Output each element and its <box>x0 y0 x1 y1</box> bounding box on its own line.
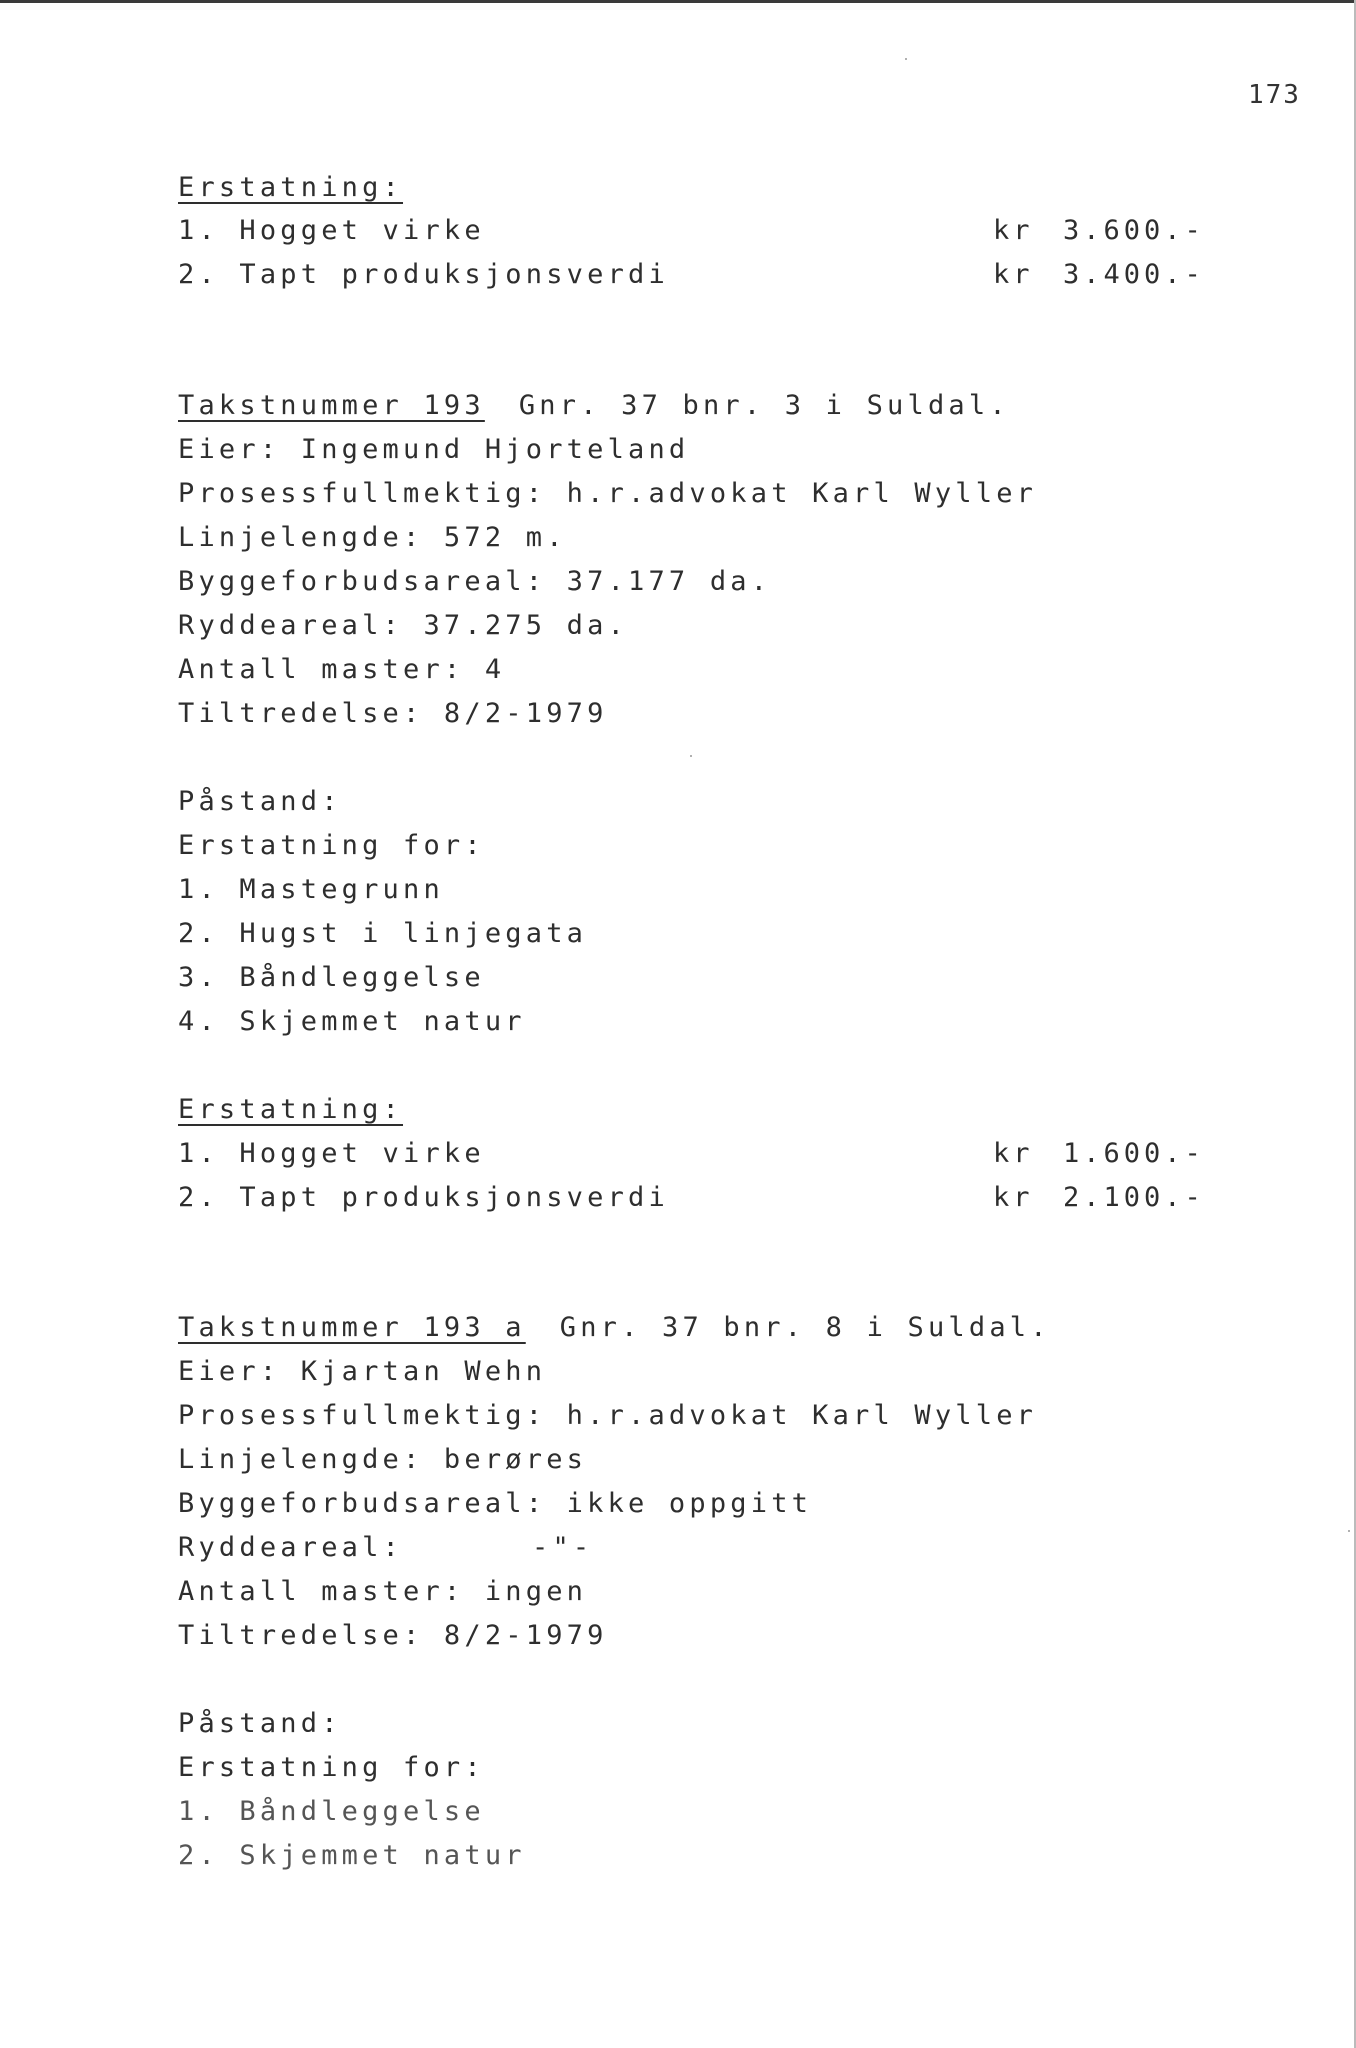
property-id: Gnr. 37 bnr. 3 i Suldal. <box>518 390 1010 421</box>
claim-item: 2. Hugst i linjegata <box>178 918 588 949</box>
line-length: Linjelengde: berøres <box>178 1444 588 1475</box>
compensation-item-label: 1. Hogget virke <box>178 1138 485 1169</box>
attorney-line: Prosessfullmektig: h.r.advokat Karl Wyller <box>178 478 1038 509</box>
scan-speck <box>690 755 692 757</box>
claim-item: 3. Båndleggelse <box>178 962 485 993</box>
claim-heading: Påstand: <box>178 1708 342 1739</box>
compensation-item-currency: kr <box>993 215 1034 246</box>
compensation-item-label: 2. Tapt produksjonsverdi <box>178 1182 669 1213</box>
compensation-item-label: 2. Tapt produksjonsverdi <box>178 259 669 290</box>
clearing-area-label: Ryddeareal: <box>178 1532 404 1563</box>
takst-number: Takstnummer 193 a <box>178 1312 526 1343</box>
compensation-item-amount: 2.100.- <box>1063 1182 1205 1213</box>
page-top-edge <box>0 0 1356 3</box>
erstatning-heading: Erstatning: <box>178 172 404 203</box>
property-id: Gnr. 37 bnr. 8 i Suldal. <box>559 1312 1051 1343</box>
compensation-item-currency: kr <box>993 1182 1034 1213</box>
takst-header <box>178 390 1010 422</box>
compensation-item-amount: 1.600.- <box>1063 1138 1205 1169</box>
claim-item: 4. Skjemmet natur <box>178 1006 526 1037</box>
building-ban-area: Byggeforbudsareal: 37.177 da. <box>178 566 772 597</box>
attorney-line: Prosessfullmektig: h.r.advokat Karl Wyller <box>178 1400 1038 1431</box>
access-date: Tiltredelse: 8/2-1979 <box>178 698 608 729</box>
compensation-item-label: 1. Hogget virke <box>178 215 485 246</box>
takst-number: Takstnummer 193 <box>178 390 485 421</box>
mast-count: Antall master: 4 <box>178 654 506 685</box>
scan-speck <box>1348 1530 1350 1532</box>
compensation-item-currency: kr <box>993 259 1034 290</box>
building-ban-area: Byggeforbudsareal: ikke oppgitt <box>178 1488 813 1519</box>
claim-item: 2. Skjemmet natur <box>178 1840 526 1871</box>
owner-line: Eier: Ingemund Hjorteland <box>178 434 690 465</box>
compensation-for-heading: Erstatning for: <box>178 1752 485 1783</box>
access-date: Tiltredelse: 8/2-1979 <box>178 1620 608 1651</box>
compensation-for-heading: Erstatning for: <box>178 830 485 861</box>
compensation-item-amount: 3.400.- <box>1063 259 1205 290</box>
page-number: 173 <box>1248 80 1301 110</box>
clearing-area-value: -"- <box>532 1532 594 1563</box>
clearing-area: Ryddeareal: 37.275 da. <box>178 610 629 641</box>
claim-heading: Påstand: <box>178 786 342 817</box>
claim-item: 1. Båndleggelse <box>178 1796 485 1827</box>
mast-count: Antall master: ingen <box>178 1576 588 1607</box>
line-length: Linjelengde: 572 m. <box>178 522 567 553</box>
compensation-item-currency: kr <box>993 1138 1034 1169</box>
scan-speck <box>905 58 907 60</box>
claim-item: 1. Mastegrunn <box>178 874 444 905</box>
owner-line: Eier: Kjartan Wehn <box>178 1356 547 1387</box>
erstatning-heading: Erstatning: <box>178 1094 404 1125</box>
takst-header <box>178 1312 1051 1344</box>
compensation-item-amount: 3.600.- <box>1063 215 1205 246</box>
